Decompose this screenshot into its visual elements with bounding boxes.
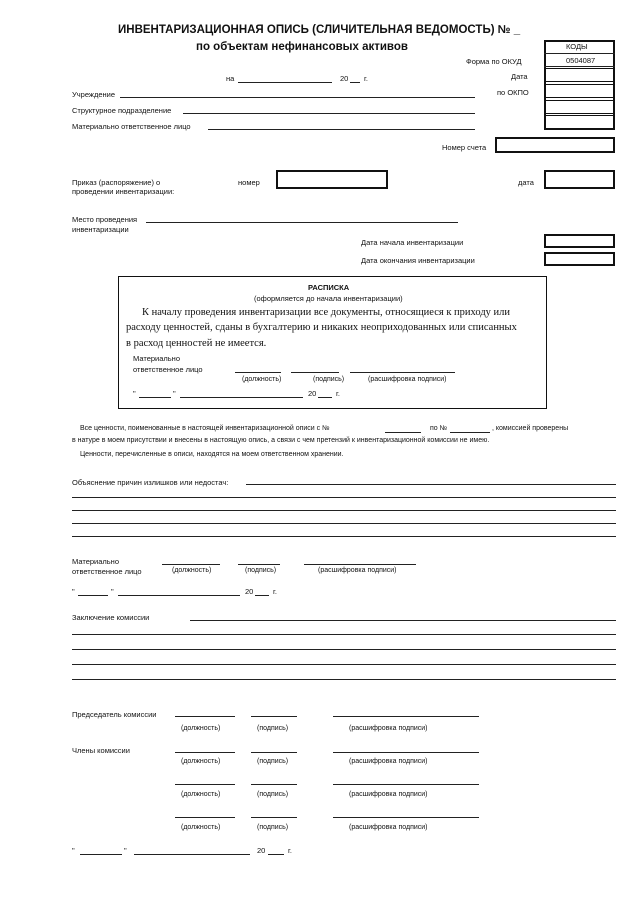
header-date-line[interactable] (238, 82, 332, 83)
member2-signature-caption: (подпись) (257, 791, 289, 798)
date-code-field[interactable] (545, 68, 614, 82)
place-label-1: Место проведения (72, 215, 138, 224)
member3-decoding-caption: (расшифровка подписи) (349, 824, 428, 831)
responsible-line[interactable] (208, 129, 475, 130)
explanation-line-1[interactable] (246, 484, 616, 485)
member3-position-line[interactable] (175, 817, 235, 818)
explanation-line-5[interactable] (72, 536, 616, 537)
form-title-number: _ (513, 24, 521, 36)
member1-decoding-line[interactable] (333, 752, 479, 753)
resp2-position-line[interactable] (162, 564, 220, 565)
chairman-label: Председатель комиссии (72, 710, 157, 719)
final-year: 20 (257, 846, 266, 855)
receipt-day-line[interactable] (139, 397, 171, 398)
statement-line-1a: Все ценности, поименованные в настоящей инвентаризационной описи с № (80, 425, 330, 432)
resp2-g: г. (273, 587, 277, 596)
chairman-position-line[interactable] (175, 716, 235, 717)
chairman-decoding-line[interactable] (333, 716, 479, 717)
resp2-person-1: Материально (72, 557, 119, 566)
form-okud-label: Форма по ОКУД (466, 57, 522, 66)
receipt-position-line[interactable] (235, 372, 281, 373)
chairman-position-caption: (должность) (181, 725, 221, 732)
institution-line[interactable] (120, 97, 475, 98)
code-field-5[interactable] (545, 115, 614, 129)
subdivision-label: Структурное подразделение (72, 106, 172, 115)
chairman-decoding-caption: (расшифровка подписи) (349, 725, 428, 732)
okpo-code-field[interactable] (545, 84, 614, 98)
final-year-line[interactable] (268, 854, 284, 855)
member2-position-line[interactable] (175, 784, 235, 785)
receipt-decoding-line[interactable] (350, 372, 455, 373)
codes-divider-1 (544, 53, 615, 54)
final-day-line[interactable] (80, 854, 122, 855)
member1-position-line[interactable] (175, 752, 235, 753)
resp2-decoding-caption: (расшифровка подписи) (318, 567, 397, 574)
final-quote-open: " (72, 846, 75, 855)
member3-signature-line[interactable] (251, 817, 297, 818)
subdivision-line[interactable] (183, 113, 475, 114)
header-date-year: 20 (340, 74, 349, 83)
header-date-suffix: г. (364, 74, 368, 83)
member3-position-caption: (должность) (181, 824, 221, 831)
receipt-text-3: в расход ценностей не имеется. (126, 338, 267, 349)
member2-signature-line[interactable] (251, 784, 297, 785)
receipt-text-1: К началу проведения инвентаризации все документы, относящиеся к приходу или (142, 307, 511, 318)
chairman-signature-caption: (подпись) (257, 725, 289, 732)
explanation-line-2[interactable] (72, 497, 616, 498)
statement-line-1c: , комиссией проверены (492, 425, 569, 432)
statement-line-2: в натуре в моем присутствии и внесены в настоящую опись, а связи с чем претензий к инвентаризационной комиссии не имею. (72, 437, 490, 444)
conclusion-label: Заключение комиссии (72, 613, 150, 622)
receipt-subtitle: (оформляется до начала инвентаризации) (254, 294, 403, 303)
resp2-year: 20 (245, 587, 254, 596)
statement-line-1b: по № (430, 425, 448, 432)
form-title (118, 24, 520, 36)
receipt-position-caption: (должность) (242, 376, 282, 383)
place-line[interactable] (146, 222, 458, 223)
statement-to-line[interactable] (450, 432, 490, 433)
resp2-year-line[interactable] (255, 595, 269, 596)
receipt-year: 20 (308, 389, 317, 398)
form-title-text: ИНВЕНТАРИЗАЦИОННАЯ ОПИСЬ (СЛИЧИТЕЛЬНАЯ ВЕДОМОСТЬ) № (118, 24, 511, 36)
explanation-line-3[interactable] (72, 510, 616, 511)
final-quote-close: " (124, 846, 127, 855)
member2-decoding-line[interactable] (333, 784, 479, 785)
member3-signature-caption: (подпись) (257, 824, 289, 831)
receipt-signature-line[interactable] (291, 372, 339, 373)
order-label-2: проведении инвентаризации: (72, 187, 175, 196)
account-number-field[interactable] (495, 137, 615, 153)
receipt-text-2: расходу ценностей, сданы в бухгалтерию и никаких неоприходованных или списанных (126, 322, 517, 333)
resp2-decoding-line[interactable] (304, 564, 416, 565)
responsible-label: Материально ответственное лицо (72, 122, 191, 131)
conclusion-line-1[interactable] (190, 620, 616, 621)
receipt-title: РАСПИСКА (308, 283, 350, 292)
receipt-g: г. (336, 389, 340, 398)
institution-label: Учреждение (72, 90, 115, 99)
form-subtitle: по объектам нефинансовых активов (196, 41, 408, 53)
final-month-line[interactable] (134, 854, 250, 855)
resp2-position-caption: (должность) (172, 567, 212, 574)
explanation-line-4[interactable] (72, 523, 616, 524)
code-field-4[interactable] (545, 100, 614, 114)
member1-signature-line[interactable] (251, 752, 297, 753)
conclusion-line-4[interactable] (72, 664, 616, 665)
resp2-signature-line[interactable] (238, 564, 280, 565)
order-number-label: номер (238, 178, 260, 187)
resp2-quote-close: " (111, 587, 114, 596)
receipt-person-1: Материально (133, 354, 180, 363)
codes-header: КОДЫ (566, 42, 588, 51)
statement-line-3: Ценности, перечисленные в описи, находятся на моем ответственном хранении. (80, 451, 344, 458)
receipt-signature-caption: (подпись) (313, 376, 345, 383)
member2-decoding-caption: (расшифровка подписи) (349, 791, 428, 798)
header-year-line[interactable] (350, 82, 360, 83)
resp2-day-line[interactable] (78, 595, 108, 596)
receipt-year-line[interactable] (318, 397, 332, 398)
receipt-person-2: ответственное лицо (133, 365, 203, 374)
place-label-2: инвентаризации (72, 225, 129, 234)
statement-from-line[interactable] (385, 432, 421, 433)
member2-position-caption: (должность) (181, 791, 221, 798)
conclusion-line-2[interactable] (72, 634, 616, 635)
okud-code-value: 0504087 (566, 56, 596, 65)
order-date-label: дата (518, 178, 534, 187)
order-label-1: Приказ (распоряжение) о (72, 178, 161, 187)
conclusion-line-5[interactable] (72, 679, 616, 680)
member1-signature-caption: (подпись) (257, 758, 289, 765)
resp2-quote-open: " (72, 587, 75, 596)
final-g: г. (288, 846, 292, 855)
member1-decoding-caption: (расшифровка подписи) (349, 758, 428, 765)
receipt-month-line[interactable] (180, 397, 303, 398)
order-date-field[interactable] (544, 170, 615, 189)
resp2-month-line[interactable] (118, 595, 240, 596)
header-date-prefix: на (226, 74, 235, 83)
account-number-label: Номер счета (442, 143, 487, 152)
receipt-decoding-caption: (расшифровка подписи) (368, 376, 447, 383)
start-date-field[interactable] (544, 234, 615, 248)
order-number-field[interactable] (276, 170, 388, 189)
chairman-signature-line[interactable] (251, 716, 297, 717)
okpo-code-label: по ОКПО (497, 88, 529, 97)
resp2-signature-caption: (подпись) (245, 567, 277, 574)
conclusion-line-3[interactable] (72, 649, 616, 650)
explanation-label: Объяснение причин излишков или недостач: (72, 478, 229, 487)
receipt-quote-close: " (173, 389, 176, 398)
resp2-person-2: ответственное лицо (72, 567, 142, 576)
members-label: Члены комиссии (72, 746, 130, 755)
date-code-label: Дата (511, 72, 528, 81)
receipt-quote-open: " (133, 389, 136, 398)
codes-divider-2 (544, 66, 615, 67)
end-date-label: Дата окончания инвентаризации (361, 256, 475, 265)
member1-position-caption: (должность) (181, 758, 221, 765)
member3-decoding-line[interactable] (333, 817, 479, 818)
start-date-label: Дата начала инвентаризации (361, 238, 464, 247)
end-date-field[interactable] (544, 252, 615, 266)
